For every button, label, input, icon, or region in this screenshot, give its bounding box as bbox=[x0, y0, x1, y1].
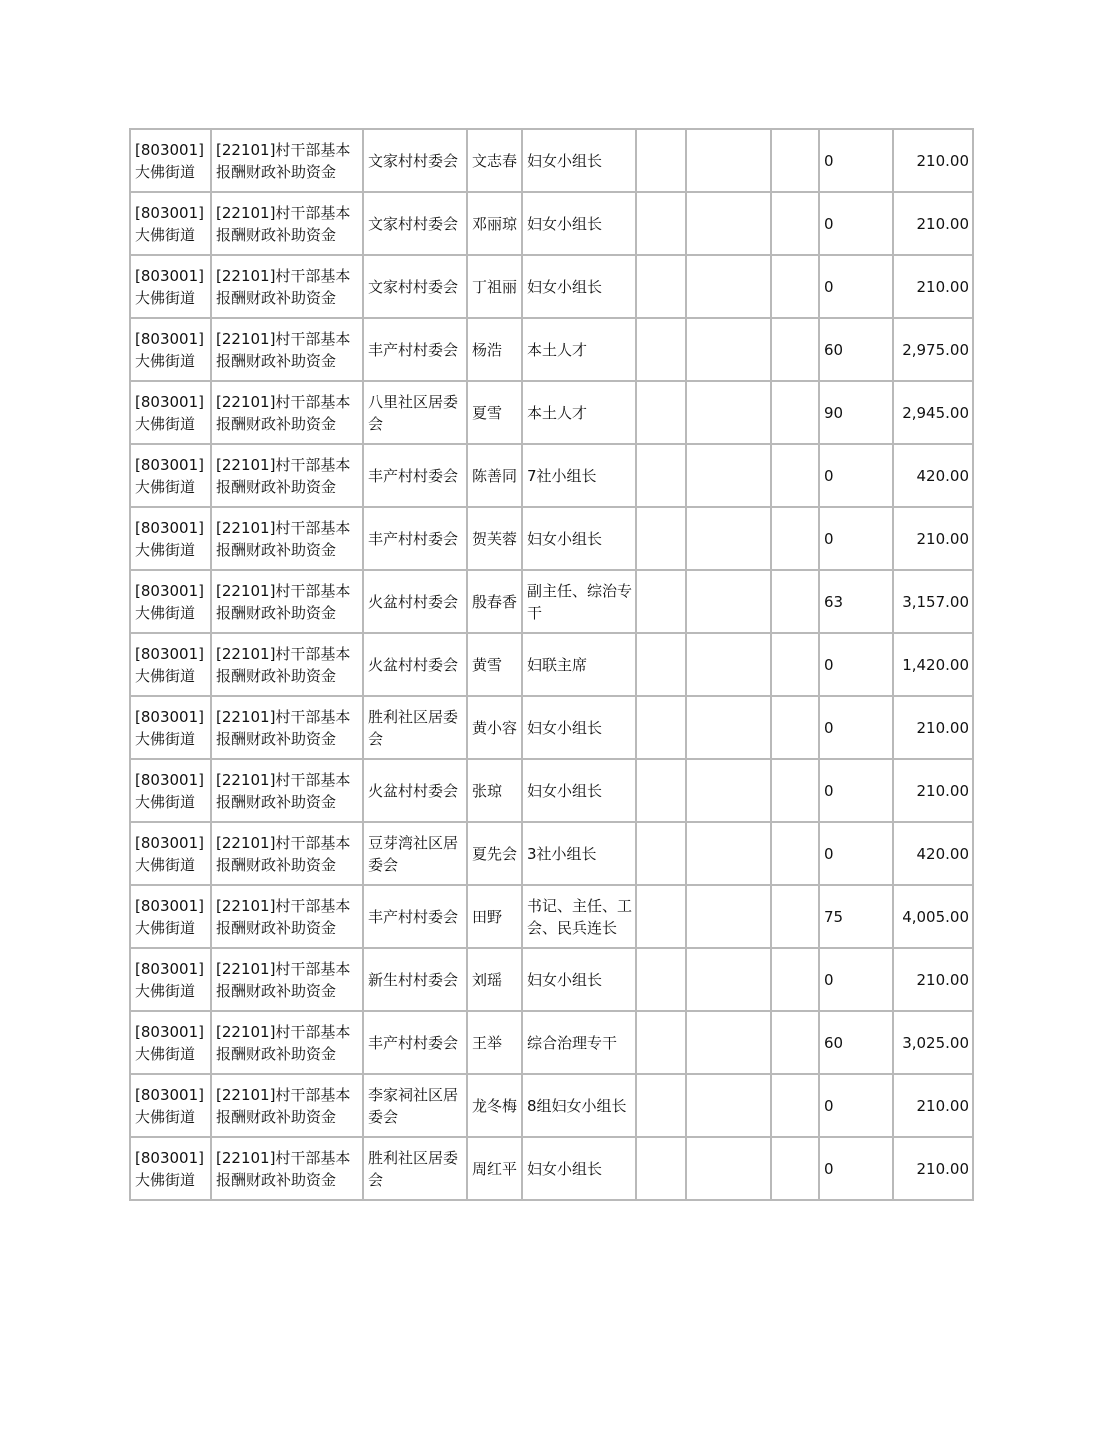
amount-cell: 3,157.00 bbox=[893, 570, 973, 633]
score-cell: 0 bbox=[819, 1074, 893, 1137]
score-cell: 0 bbox=[819, 759, 893, 822]
blank-cell bbox=[686, 759, 771, 822]
organization-cell: 火盆村村委会 bbox=[363, 570, 467, 633]
fund-cell: [22101]村干部基本报酬财政补助资金 bbox=[211, 696, 363, 759]
position-cell: 妇联主席 bbox=[522, 633, 636, 696]
amount-cell: 210.00 bbox=[893, 759, 973, 822]
name-cell: 夏雪 bbox=[467, 381, 522, 444]
amount-cell: 3,025.00 bbox=[893, 1011, 973, 1074]
amount-cell: 210.00 bbox=[893, 1137, 973, 1200]
blank-cell bbox=[686, 948, 771, 1011]
blank-cell bbox=[636, 381, 686, 444]
unit-cell: [803001]大佛街道 bbox=[130, 255, 211, 318]
blank-cell bbox=[636, 192, 686, 255]
blank-cell bbox=[636, 129, 686, 192]
table-row bbox=[130, 507, 973, 570]
blank-cell bbox=[771, 822, 819, 885]
table-row bbox=[130, 885, 973, 948]
blank-cell bbox=[771, 696, 819, 759]
position-cell: 综合治理专干 bbox=[522, 1011, 636, 1074]
name-cell: 邓丽琼 bbox=[467, 192, 522, 255]
score-cell: 60 bbox=[819, 318, 893, 381]
blank-cell bbox=[771, 129, 819, 192]
blank-cell bbox=[771, 759, 819, 822]
name-cell: 陈善同 bbox=[467, 444, 522, 507]
amount-cell: 420.00 bbox=[893, 444, 973, 507]
amount-cell: 2,975.00 bbox=[893, 318, 973, 381]
unit-cell: [803001]大佛街道 bbox=[130, 948, 211, 1011]
name-cell: 殷春香 bbox=[467, 570, 522, 633]
blank-cell bbox=[636, 696, 686, 759]
name-cell: 黄小容 bbox=[467, 696, 522, 759]
score-cell: 0 bbox=[819, 507, 893, 570]
name-cell: 刘瑶 bbox=[467, 948, 522, 1011]
blank-cell bbox=[771, 1137, 819, 1200]
table-row bbox=[130, 129, 973, 192]
position-cell: 妇女小组长 bbox=[522, 192, 636, 255]
blank-cell bbox=[771, 948, 819, 1011]
fund-cell: [22101]村干部基本报酬财政补助资金 bbox=[211, 570, 363, 633]
fund-cell: [22101]村干部基本报酬财政补助资金 bbox=[211, 633, 363, 696]
name-cell: 张琼 bbox=[467, 759, 522, 822]
blank-cell bbox=[686, 129, 771, 192]
blank-cell bbox=[686, 507, 771, 570]
name-cell: 王举 bbox=[467, 1011, 522, 1074]
table-row bbox=[130, 570, 973, 633]
organization-cell: 丰产村村委会 bbox=[363, 507, 467, 570]
unit-cell: [803001]大佛街道 bbox=[130, 129, 211, 192]
blank-cell bbox=[686, 633, 771, 696]
unit-cell: [803001]大佛街道 bbox=[130, 570, 211, 633]
fund-cell: [22101]村干部基本报酬财政补助资金 bbox=[211, 381, 363, 444]
unit-cell: [803001]大佛街道 bbox=[130, 507, 211, 570]
name-cell: 贺芙蓉 bbox=[467, 507, 522, 570]
table-row bbox=[130, 822, 973, 885]
blank-cell bbox=[636, 948, 686, 1011]
blank-cell bbox=[771, 318, 819, 381]
score-cell: 0 bbox=[819, 129, 893, 192]
fund-cell: [22101]村干部基本报酬财政补助资金 bbox=[211, 948, 363, 1011]
organization-cell: 李家祠社区居委会 bbox=[363, 1074, 467, 1137]
fund-cell: [22101]村干部基本报酬财政补助资金 bbox=[211, 444, 363, 507]
organization-cell: 文家村村委会 bbox=[363, 192, 467, 255]
fund-cell: [22101]村干部基本报酬财政补助资金 bbox=[211, 255, 363, 318]
position-cell: 本土人才 bbox=[522, 318, 636, 381]
position-cell: 8组妇女小组长 bbox=[522, 1074, 636, 1137]
organization-cell: 文家村村委会 bbox=[363, 255, 467, 318]
organization-cell: 豆芽湾社区居委会 bbox=[363, 822, 467, 885]
score-cell: 75 bbox=[819, 885, 893, 948]
name-cell: 黄雪 bbox=[467, 633, 522, 696]
blank-cell bbox=[771, 255, 819, 318]
fund-cell: [22101]村干部基本报酬财政补助资金 bbox=[211, 822, 363, 885]
amount-cell: 210.00 bbox=[893, 696, 973, 759]
blank-cell bbox=[771, 885, 819, 948]
score-cell: 63 bbox=[819, 570, 893, 633]
amount-cell: 420.00 bbox=[893, 822, 973, 885]
fund-cell: [22101]村干部基本报酬财政补助资金 bbox=[211, 507, 363, 570]
organization-cell: 新生村村委会 bbox=[363, 948, 467, 1011]
unit-cell: [803001]大佛街道 bbox=[130, 1011, 211, 1074]
blank-cell bbox=[636, 318, 686, 381]
organization-cell: 火盆村村委会 bbox=[363, 759, 467, 822]
unit-cell: [803001]大佛街道 bbox=[130, 381, 211, 444]
name-cell: 夏先会 bbox=[467, 822, 522, 885]
amount-cell: 210.00 bbox=[893, 255, 973, 318]
table-row bbox=[130, 255, 973, 318]
blank-cell bbox=[686, 570, 771, 633]
blank-cell bbox=[636, 1074, 686, 1137]
table-body bbox=[130, 129, 973, 1200]
table-row bbox=[130, 1074, 973, 1137]
table-row bbox=[130, 696, 973, 759]
blank-cell bbox=[686, 381, 771, 444]
table-row bbox=[130, 1137, 973, 1200]
position-cell: 妇女小组长 bbox=[522, 948, 636, 1011]
unit-cell: [803001]大佛街道 bbox=[130, 444, 211, 507]
score-cell: 60 bbox=[819, 1011, 893, 1074]
table-row bbox=[130, 759, 973, 822]
position-cell: 妇女小组长 bbox=[522, 759, 636, 822]
unit-cell: [803001]大佛街道 bbox=[130, 192, 211, 255]
organization-cell: 火盆村村委会 bbox=[363, 633, 467, 696]
position-cell: 本土人才 bbox=[522, 381, 636, 444]
table-row bbox=[130, 633, 973, 696]
table-row bbox=[130, 948, 973, 1011]
blank-cell bbox=[771, 507, 819, 570]
organization-cell: 丰产村村委会 bbox=[363, 885, 467, 948]
amount-cell: 210.00 bbox=[893, 948, 973, 1011]
blank-cell bbox=[686, 1074, 771, 1137]
score-cell: 0 bbox=[819, 633, 893, 696]
position-cell: 妇女小组长 bbox=[522, 255, 636, 318]
amount-cell: 210.00 bbox=[893, 192, 973, 255]
blank-cell bbox=[686, 255, 771, 318]
blank-cell bbox=[636, 255, 686, 318]
position-cell: 妇女小组长 bbox=[522, 1137, 636, 1200]
name-cell: 田野 bbox=[467, 885, 522, 948]
position-cell: 妇女小组长 bbox=[522, 507, 636, 570]
organization-cell: 丰产村村委会 bbox=[363, 1011, 467, 1074]
amount-cell: 2,945.00 bbox=[893, 381, 973, 444]
blank-cell bbox=[771, 1011, 819, 1074]
score-cell: 0 bbox=[819, 948, 893, 1011]
blank-cell bbox=[686, 822, 771, 885]
score-cell: 0 bbox=[819, 696, 893, 759]
name-cell: 杨浩 bbox=[467, 318, 522, 381]
score-cell: 0 bbox=[819, 822, 893, 885]
unit-cell: [803001]大佛街道 bbox=[130, 885, 211, 948]
blank-cell bbox=[636, 1011, 686, 1074]
name-cell: 周红平 bbox=[467, 1137, 522, 1200]
blank-cell bbox=[636, 570, 686, 633]
blank-cell bbox=[771, 570, 819, 633]
blank-cell bbox=[686, 696, 771, 759]
organization-cell: 文家村村委会 bbox=[363, 129, 467, 192]
score-cell: 0 bbox=[819, 444, 893, 507]
score-cell: 0 bbox=[819, 255, 893, 318]
blank-cell bbox=[636, 633, 686, 696]
blank-cell bbox=[771, 192, 819, 255]
blank-cell bbox=[771, 1074, 819, 1137]
position-cell: 妇女小组长 bbox=[522, 129, 636, 192]
table-row bbox=[130, 192, 973, 255]
blank-cell bbox=[686, 192, 771, 255]
fund-cell: [22101]村干部基本报酬财政补助资金 bbox=[211, 1074, 363, 1137]
organization-cell: 胜利社区居委会 bbox=[363, 696, 467, 759]
blank-cell bbox=[636, 1137, 686, 1200]
position-cell: 妇女小组长 bbox=[522, 696, 636, 759]
blank-cell bbox=[636, 822, 686, 885]
fund-cell: [22101]村干部基本报酬财政补助资金 bbox=[211, 318, 363, 381]
blank-cell bbox=[636, 507, 686, 570]
unit-cell: [803001]大佛街道 bbox=[130, 633, 211, 696]
blank-cell bbox=[686, 1137, 771, 1200]
fund-cell: [22101]村干部基本报酬财政补助资金 bbox=[211, 1011, 363, 1074]
score-cell: 0 bbox=[819, 1137, 893, 1200]
blank-cell bbox=[686, 1011, 771, 1074]
table-row bbox=[130, 318, 973, 381]
blank-cell bbox=[686, 885, 771, 948]
unit-cell: [803001]大佛街道 bbox=[130, 318, 211, 381]
fund-cell: [22101]村干部基本报酬财政补助资金 bbox=[211, 1137, 363, 1200]
position-cell: 3社小组长 bbox=[522, 822, 636, 885]
amount-cell: 210.00 bbox=[893, 1074, 973, 1137]
organization-cell: 胜利社区居委会 bbox=[363, 1137, 467, 1200]
unit-cell: [803001]大佛街道 bbox=[130, 822, 211, 885]
organization-cell: 八里社区居委会 bbox=[363, 381, 467, 444]
table-row bbox=[130, 381, 973, 444]
fund-cell: [22101]村干部基本报酬财政补助资金 bbox=[211, 759, 363, 822]
fund-cell: [22101]村干部基本报酬财政补助资金 bbox=[211, 885, 363, 948]
subsidy-table bbox=[129, 128, 974, 1201]
blank-cell bbox=[636, 885, 686, 948]
score-cell: 0 bbox=[819, 192, 893, 255]
fund-cell: [22101]村干部基本报酬财政补助资金 bbox=[211, 192, 363, 255]
amount-cell: 4,005.00 bbox=[893, 885, 973, 948]
name-cell: 文志春 bbox=[467, 129, 522, 192]
unit-cell: [803001]大佛街道 bbox=[130, 759, 211, 822]
name-cell: 龙冬梅 bbox=[467, 1074, 522, 1137]
position-cell: 7社小组长 bbox=[522, 444, 636, 507]
blank-cell bbox=[686, 444, 771, 507]
blank-cell bbox=[686, 318, 771, 381]
amount-cell: 210.00 bbox=[893, 129, 973, 192]
score-cell: 90 bbox=[819, 381, 893, 444]
blank-cell bbox=[771, 444, 819, 507]
blank-cell bbox=[771, 381, 819, 444]
organization-cell: 丰产村村委会 bbox=[363, 444, 467, 507]
table-row bbox=[130, 444, 973, 507]
amount-cell: 210.00 bbox=[893, 507, 973, 570]
organization-cell: 丰产村村委会 bbox=[363, 318, 467, 381]
blank-cell bbox=[771, 633, 819, 696]
position-cell: 书记、主任、工会、民兵连长 bbox=[522, 885, 636, 948]
amount-cell: 1,420.00 bbox=[893, 633, 973, 696]
name-cell: 丁祖丽 bbox=[467, 255, 522, 318]
unit-cell: [803001]大佛街道 bbox=[130, 696, 211, 759]
position-cell: 副主任、综治专干 bbox=[522, 570, 636, 633]
unit-cell: [803001]大佛街道 bbox=[130, 1137, 211, 1200]
blank-cell bbox=[636, 444, 686, 507]
unit-cell: [803001]大佛街道 bbox=[130, 1074, 211, 1137]
blank-cell bbox=[636, 759, 686, 822]
fund-cell: [22101]村干部基本报酬财政补助资金 bbox=[211, 129, 363, 192]
table-row bbox=[130, 1011, 973, 1074]
